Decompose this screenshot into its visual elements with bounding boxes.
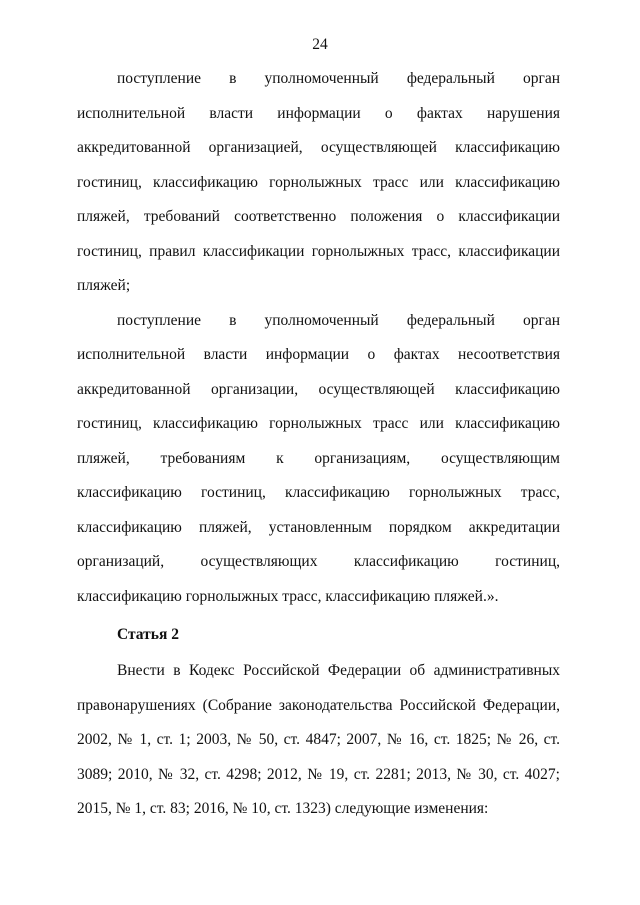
paragraph-violation-info: поступление в уполномоченный федеральный орган исполнительной власти информации о фактах нарушения аккредитованной организацией, осуществляющей классификацию гостиниц, классификацию горнолыжных трасс или классификацию пляжей, требований соответственно положения о классификации гостиниц, правил классификации горнолыжных трасс, классификации пляжей; (77, 70, 560, 294)
article-heading: Статья 2 (117, 626, 179, 643)
page-number: 24 (312, 36, 328, 53)
paragraph-code-amendments: Внести в Кодекс Российской Федерации об административных правонарушениях (Собрание законодательства Российской Федерации, 2002, № 1, ст. 1; 2003, № 50, ст. 4847; 2007, № 16, ст. 1825; № 26, ст. 3089; 2010, № 32, ст. 4298; 2012, № 19, ст. 2281; 2013, № 30, ст. 4027; 2015, № 1, ст. 83; 2016, № 10, ст. 1323) следующие изменения: (77, 662, 560, 817)
document-body (77, 62, 560, 827)
paragraph-nonconformity-info: поступление в уполномоченный федеральный орган исполнительной власти информации о фактах несоответствия аккредитованной организации, осуществляющей классификацию гостиниц, классификацию горнолыжных трасс или классификацию пляжей, требованиям к организациям, осуществляющим классификацию гостиниц, классификацию горнолыжных трасс, классификацию пляжей, установленным порядком аккредитации организаций, осуществляющих классификацию гостиниц, классификацию горнолыжных трасс, классификацию пляжей.». (77, 311, 560, 605)
